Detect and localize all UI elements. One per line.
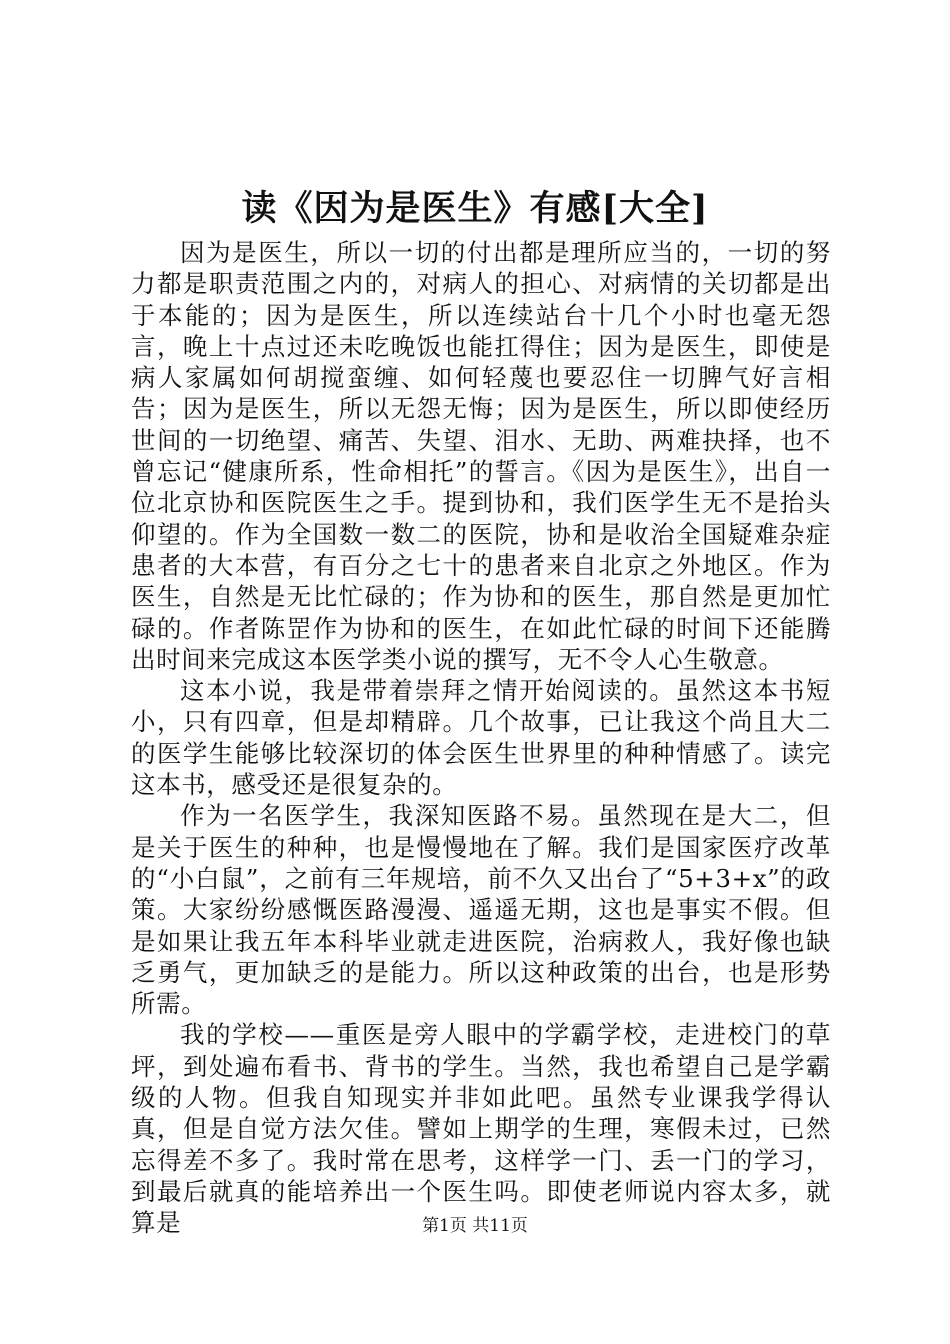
document-body (131, 237, 831, 1239)
paragraph: 这本小说，我是带着崇拜之情开始阅读的。虽然这本书短小，只有四章，但是却精辟。几个故事，已让我这个尚且大二的医学生能够比较深切的体会医生世界里的种种情感了。读完这本书，感受还是很复杂的。 (131, 676, 831, 800)
document-title: 读《因为是医生》有感[大全] (241, 188, 709, 229)
page-number-footer: 第1页 共11页 (422, 1216, 528, 1236)
paragraph: 作为一名医学生，我深知医路不易。虽然现在是大二，但是关于医生的种种，也是慢慢地在了解。我们是国家医疗改革的“小白鼠”，之前有三年规培，前不久又出台了“5+3+x”的政策。大家纷纷感慨医路漫漫、遥遥无期，这也是事实不假。但是如果让我五年本科毕业就走进医院，治病救人，我好像也缺乏勇气，更加缺乏的是能力。所以这种政策的出台，也是形势所需。 (131, 801, 831, 1019)
paragraph: 我的学校——重医是旁人眼中的学霸学校，走进校门的草坪，到处遍布看书、背书的学生。当然，我也希望自己是学霸级的人物。但我自知现实并非如此吧。虽然专业课我学得认真，但是自觉方法欠佳。譬如上期学的生理，寒假未过，已然忘得差不多了。我时常在思考，这样学一门、丢一门的学习，到最后就真的能培养出一个医生吗。即使老师说内容太多，就算是 (131, 1020, 831, 1238)
paragraph: 因为是医生，所以一切的付出都是理所应当的，一切的努力都是职责范围之内的，对病人的担心、对病情的关切都是出于本能的；因为是医生，所以连续站台十几个小时也毫无怨言，晚上十点过还未吃晚饭也能扛得住；因为是医生，即使是病人家属如何胡搅蛮缠、如何轻蔑也要忍住一切脾气好言相告；因为是医生，所以无怨无悔；因为是医生，所以即使经历世间的一切绝望、痛苦、失望、泪水、无助、两难抉择，也不曾忘记“健康所系，性命相托”的誓言。《因为是医生》，出自一位北京协和医院医生之手。提到协和，我们医学生无不是抬头仰望的。作为全国数一数二的医院，协和是收治全国疑难杂症患者的大本营，有百分之七十的患者来自北京之外地区。作为医生，自然是无比忙碌的；作为协和的医生，那自然是更加忙碌的。作者陈罡作为协和的医生，在如此忙碌的时间下还能腾出时间来完成这本医学类小说的撰写，无不令人心生敬意。 (131, 238, 831, 674)
